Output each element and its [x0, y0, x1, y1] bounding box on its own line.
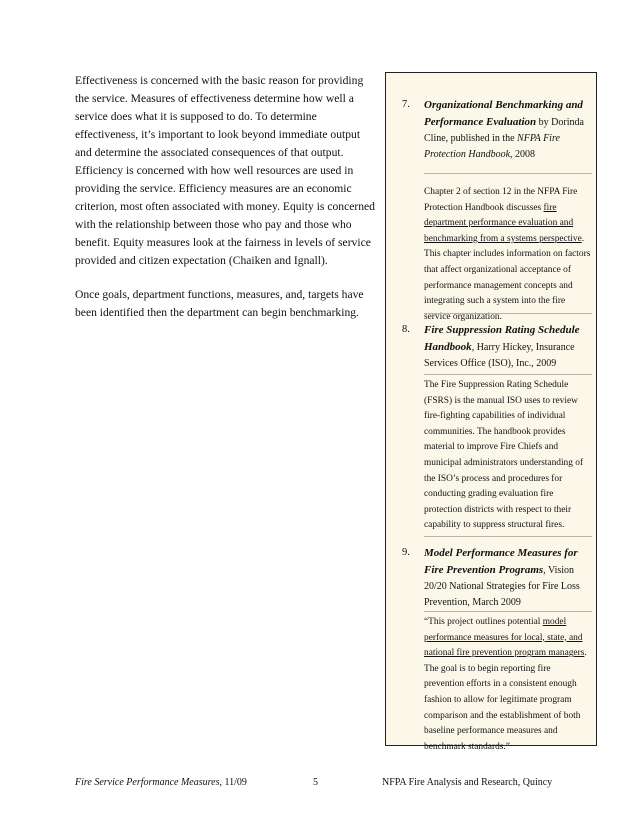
description-text: . This chapter includes information on factors that affect organizational acceptance of performance management concepts and integrating such a system into the fire service organization. — [424, 233, 591, 322]
resources-sidebar — [385, 72, 597, 752]
description-link[interactable]: model performance measures for local, state, and national fire prevention program managers — [424, 617, 585, 659]
entry-author: by Dorinda Cline, published in the — [424, 117, 584, 144]
entry-number: 7. — [402, 99, 410, 110]
section-divider — [424, 313, 592, 314]
entry-details: , Harry Hickey, Insurance Services Office (ISO), Inc., 2009 — [424, 342, 575, 369]
page-footer — [75, 776, 575, 790]
footer-organization: NFPA Fire Analysis and Research, Quincy — [382, 777, 553, 788]
benchmarking-paragraph: Once goals, department functions, measures, and, targets have been identified then the department can begin benchmarking. — [75, 288, 364, 319]
page-number: 5 — [313, 777, 318, 788]
entry-year: , 2008 — [510, 149, 536, 160]
entry-divider — [424, 173, 592, 174]
entry-heading — [424, 97, 592, 163]
description-text: Chapter 2 of section 12 in the NFPA Fire Protection Handbook discusses — [424, 187, 578, 213]
entry-description — [424, 615, 592, 755]
entry-title: Fire Suppression Rating Schedule Handbook — [424, 324, 580, 353]
footer-title-text: Fire Service Performance Measures — [75, 777, 220, 788]
entry-heading — [424, 322, 592, 372]
entry-number: 9. — [402, 547, 410, 558]
footer-document-title — [75, 776, 247, 790]
entry-details: , Vision 20/20 National Strategies for Fire Loss Prevention, March 2009 — [424, 565, 580, 608]
entry-description: The Fire Suppression Rating Schedule (FSRS) is the manual ISO uses to review fire-fighting capabilities of individual communities. The handbook provides material to improve Fire Chiefs and municipal administrators understanding of the ISO’s process and procedures for conducting grading evaluation fire protection districts with respect to their capability to suppress structural fires. — [424, 380, 584, 531]
entry-title: Organizational Benchmarking and Performance Evaluation — [424, 99, 583, 128]
effectiveness-paragraph: Effectiveness is concerned with the basic reason for providing the service. Measures of effectiveness determine how well a service does what it is supposed to do. To determine effectiveness, it’s important to look beyond immediate output and determine the associated consequences of that output. Efficiency is concerned with how well resources are used in providing the service. Efficiency measures are an economic criterion, most often associated with money. Equity is concerned with the relationship between those who pay and those who benefit. Equity measures look at the fairness in levels of service provided and citizen expectation (Chaiken and Ignall). — [75, 74, 375, 267]
description-text: “This project outlines potential — [424, 617, 543, 627]
entry-number: 8. — [402, 324, 410, 335]
entry-publication: NFPA Fire Protection Handbook — [424, 133, 560, 160]
entry-description — [424, 185, 592, 325]
main-column — [75, 72, 375, 338]
section-divider — [424, 536, 592, 537]
description-link[interactable]: fire department performance evaluation and benchmarking from a systems perspective — [424, 202, 582, 244]
entry-divider — [424, 374, 592, 375]
footer-date: , 11/09 — [219, 777, 247, 788]
entry-heading — [424, 545, 592, 611]
description-text: . The goal is to begin reporting fire prevention efforts in a consistent enough fashion to allow for legitimate program comparison and the establishment of both baseline performance measures and benchmark standards.” — [424, 648, 587, 752]
entry-divider — [424, 611, 592, 612]
entry-title: Model Performance Measures for Fire Prevention Programs — [424, 547, 578, 576]
